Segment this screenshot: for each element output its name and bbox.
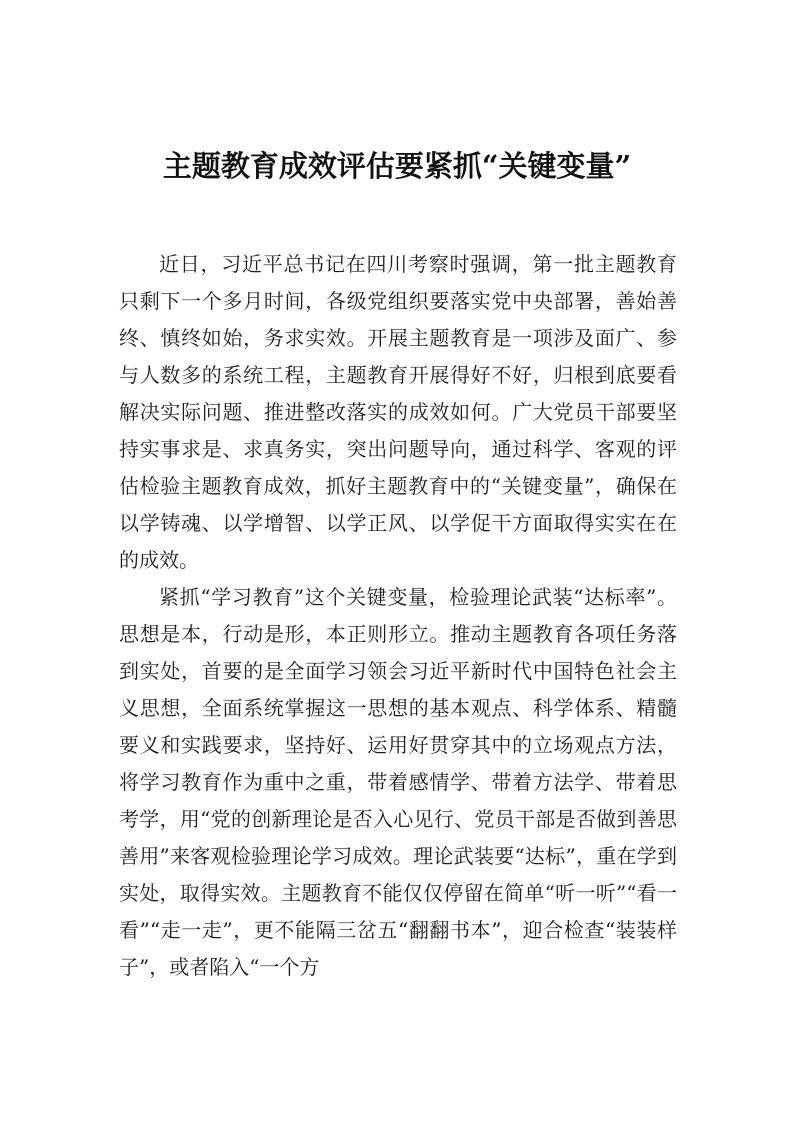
document-body: [119, 246, 677, 986]
paragraph-intro: 近日，习近平总书记在四川考察时强调，第一批主题教育只剩下一个多月时间，各级党组织要落实党中央部署，善始善终、慎终如始，务求实效。开展主题教育是一项涉及面广、参与人数多的系统工程，主题教育开展得好不好，归根到底要看解决实际问题、推进整改落实的成效如何。广大党员干部要坚持实事求是、求真务实，突出问题导向，通过科学、客观的评估检验主题教育成效，抓好主题教育中的“关键变量”，确保在以学铸魂、以学增智、以学正风、以学促干方面取得实实在在的成效。: [119, 252, 677, 572]
paragraph-study-education: 紧抓“学习教育”这个关键变量，检验理论武装“达标率”。思想是本，行动是形，本正则形立。推动主题教育各项任务落到实处，首要的是全面学习领会习近平新时代中国特色社会主义思想，全面系统掌握这一思想的基本观点、科学体系、精髓要义和实践要求，坚持好、运用好贯穿其中的立场观点方法，将学习教育作为重中之重，带着感情学、带着方法学、带着思考学，用“党的创新理论是否入心见行、党员干部是否做到善思善用”来客观检验理论学习成效。理论武装要“达标”，重在学到实处，取得实效。主题教育不能仅仅停留在简单“听一听”“看一看”“走一走”，更不能隔三岔五“翻翻书本”，迎合检查“装装样子”，或者陷入“一个方: [119, 585, 677, 979]
document-title: 主题教育成效评估要紧抓“关键变量”: [162, 149, 632, 183]
